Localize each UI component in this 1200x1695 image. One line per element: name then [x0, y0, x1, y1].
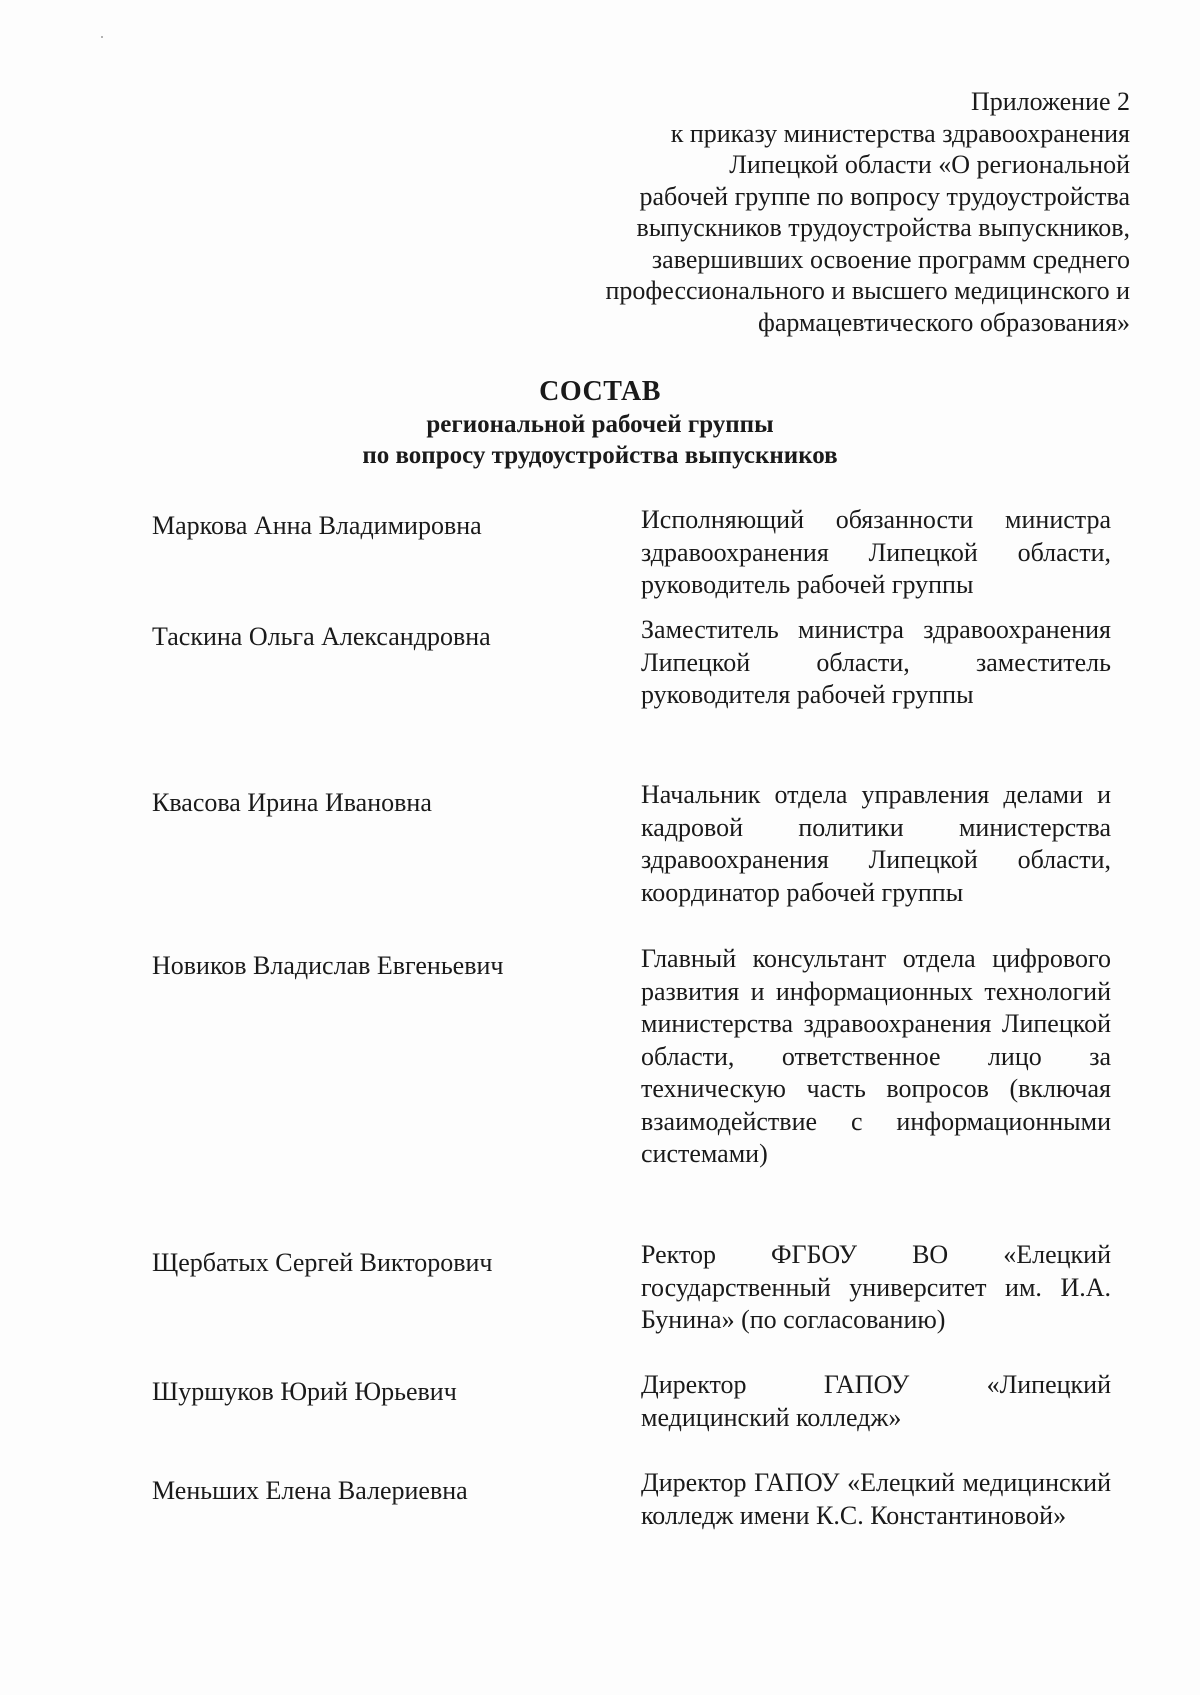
member-role: Исполняющий обязанности министра здравоохранения Липецкой области, руководитель рабочей группы: [641, 505, 1111, 599]
member-role: Заместитель министра здравоохранения Липецкой области, заместитель руководителя рабочей группы: [641, 615, 1111, 709]
member-name: Шуршуков Юрий Юрьевич: [152, 1377, 457, 1406]
member-role: Директор ГАПОУ «Липецкий медицинский колледж»: [641, 1370, 1111, 1432]
appendix-line: завершивших освоение программ среднего: [651, 244, 1130, 274]
member-role: Директор ГАПОУ «Елецкий медицинский колледж имени К.С. Константиновой»: [641, 1468, 1111, 1530]
appendix-line: Приложение 2: [970, 87, 1130, 116]
member-role: Главный консультант отдела цифрового развития и информационных технологий министерства здравоохранения Липецкой области, ответственное лицо за техническую часть вопросов (включая взаимодействие с информационными системами): [641, 944, 1111, 1168]
title-subtitle: региональной рабочей группы: [426, 411, 774, 438]
appendix-line: фармацевтического образования»: [758, 307, 1130, 337]
member-name: Таскина Ольга Александровна: [152, 622, 491, 651]
member-name: Квасова Ирина Ивановна: [152, 788, 432, 817]
member-name: Щербатых Сергей Викторович: [152, 1248, 493, 1277]
member-role: Начальник отдела управления делами и кадровой политики министерства здравоохранения Липецкой области, координатор рабочей группы: [641, 780, 1111, 907]
appendix-line: Липецкой области «О региональной: [729, 150, 1130, 179]
member-name: Меньших Елена Валериевна: [152, 1476, 468, 1505]
member-name: Новиков Владислав Евгеньевич: [152, 951, 504, 980]
appendix-line: рабочей группе по вопросу трудоустройства: [639, 181, 1130, 211]
appendix-line: профессионального и высшего медицинского и: [605, 276, 1130, 305]
title-subtitle: по вопросу трудоустройства выпускников: [362, 442, 838, 469]
member-name: Маркова Анна Владимировна: [152, 511, 482, 540]
member-role: Ректор ФГБОУ ВО «Елецкий государственный университет им. И.А. Бунина» (по согласованию): [641, 1240, 1111, 1334]
title-main: СОСТАВ: [539, 376, 661, 407]
appendix-line: к приказу министерства здравоохранения: [670, 118, 1130, 148]
appendix-line: выпускников трудоустройства выпускников,: [636, 213, 1130, 242]
